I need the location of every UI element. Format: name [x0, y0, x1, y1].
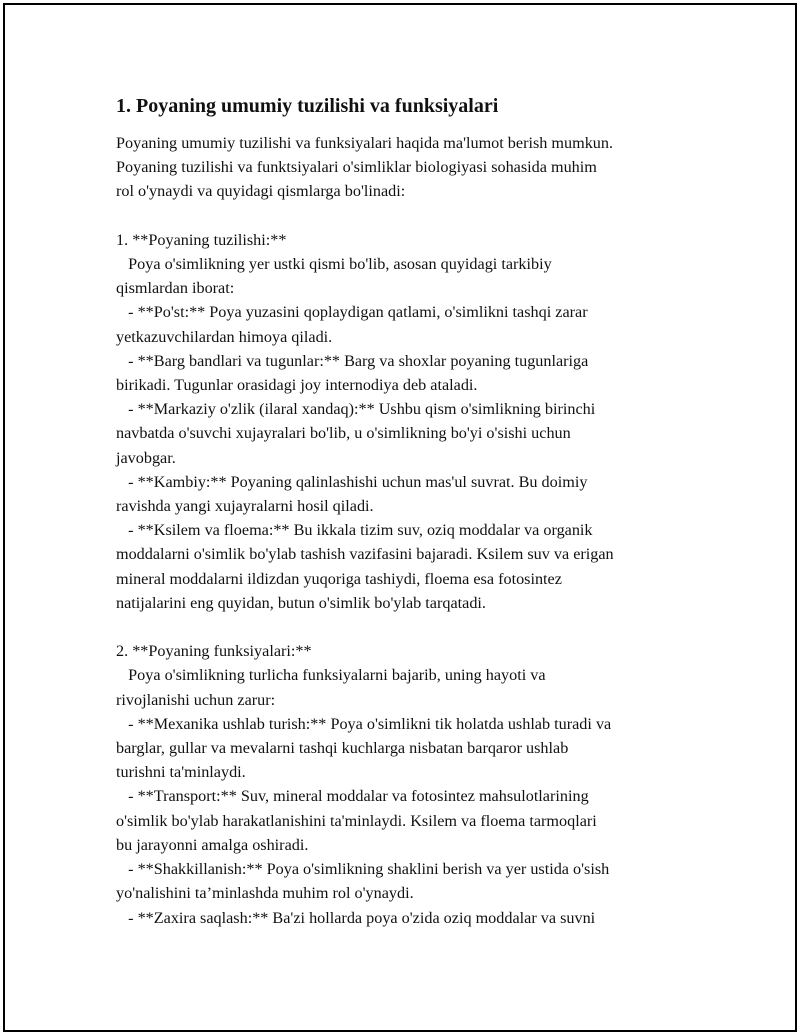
page-title: 1. Poyaning umumiy tuzilishi va funksiyalari — [116, 95, 499, 117]
document-body: Poyaning umumiy tuzilishi va funksiyalari haqida ma'lumot berish mumkun. Poyaning tuzilishi va funktsiyalari o'simliklar biologiyasi sohasida muhim rol o'ynaydi va quyidagi qismlarga bo'linadi: 1. **Poyaning tuzilishi:** Poya o'simlikning yer ustki qismi bo'lib, asosan quyidagi tarkibiy qismlardan iborat: - **Po'st:** Poya yuzasini qoplaydigan qatlami, o'simlikni tashqi zarar yetkazuvchilardan himoya qiladi. - **Barg bandlari va tugunlar:** Barg va shoxlar poyaning tugunlariga birikadi. Tugunlar orasidagi joy internodiya deb ataladi. - **Markaziy o'zlik (ilaral xandaq):** Ushbu qism o'simlikning birinchi navbatda o'suvchi xujayralari bo'lib, u o'simlikning bo'yi o'sishi uchun javobgar. - **Kambiy:** Poyaning qalinlashishi uchun mas'ul suvrat. Bu doimiy ravishda yangi xujayralarni hosil qiladi. - **Ksilem va floema:** Bu ikkala tizim suv, oziq moddalar va organik moddalarni o'simlik bo'ylab tashish vazifasini bajaradi. Ksilem suv va erigan mineral moddalarni ildizdan yuqoriga tashiydi, floema esa fotosintez natijalarini eng quyidan, butun o'simlik bo'ylab tarqatadi. 2. **Poyaning funksiyalari:** Poya o'simlikning turlicha funksiyalarni bajarib, uning hayoti va rivojlanishi uchun zarur: - **Mexanika ushlab turish:** Poya o'simlikni tik holatda ushlab turadi va barglar, gullar va mevalarni tashqi kuchlarga nisbatan barqaror ushlab turishni ta'minlaydi. - **Transport:** Suv, mineral moddalar va fotosintez mahsulotlarining o'simlik bo'ylab harakatlanishini ta'minlaydi. Ksilem va floema tarmoqlari bu jarayonni amalga oshiradi. - **Shakkillanish:** Poya o'simlikning shaklini berish va yer ustida o'sish yo'nalishini ta’minlashda muhim rol o'ynaydi. - **Zaxira saqlash:** Ba'zi hollarda poya o'zida oziq moddalar va suvni — [116, 134, 614, 927]
document-content — [116, 93, 696, 930]
